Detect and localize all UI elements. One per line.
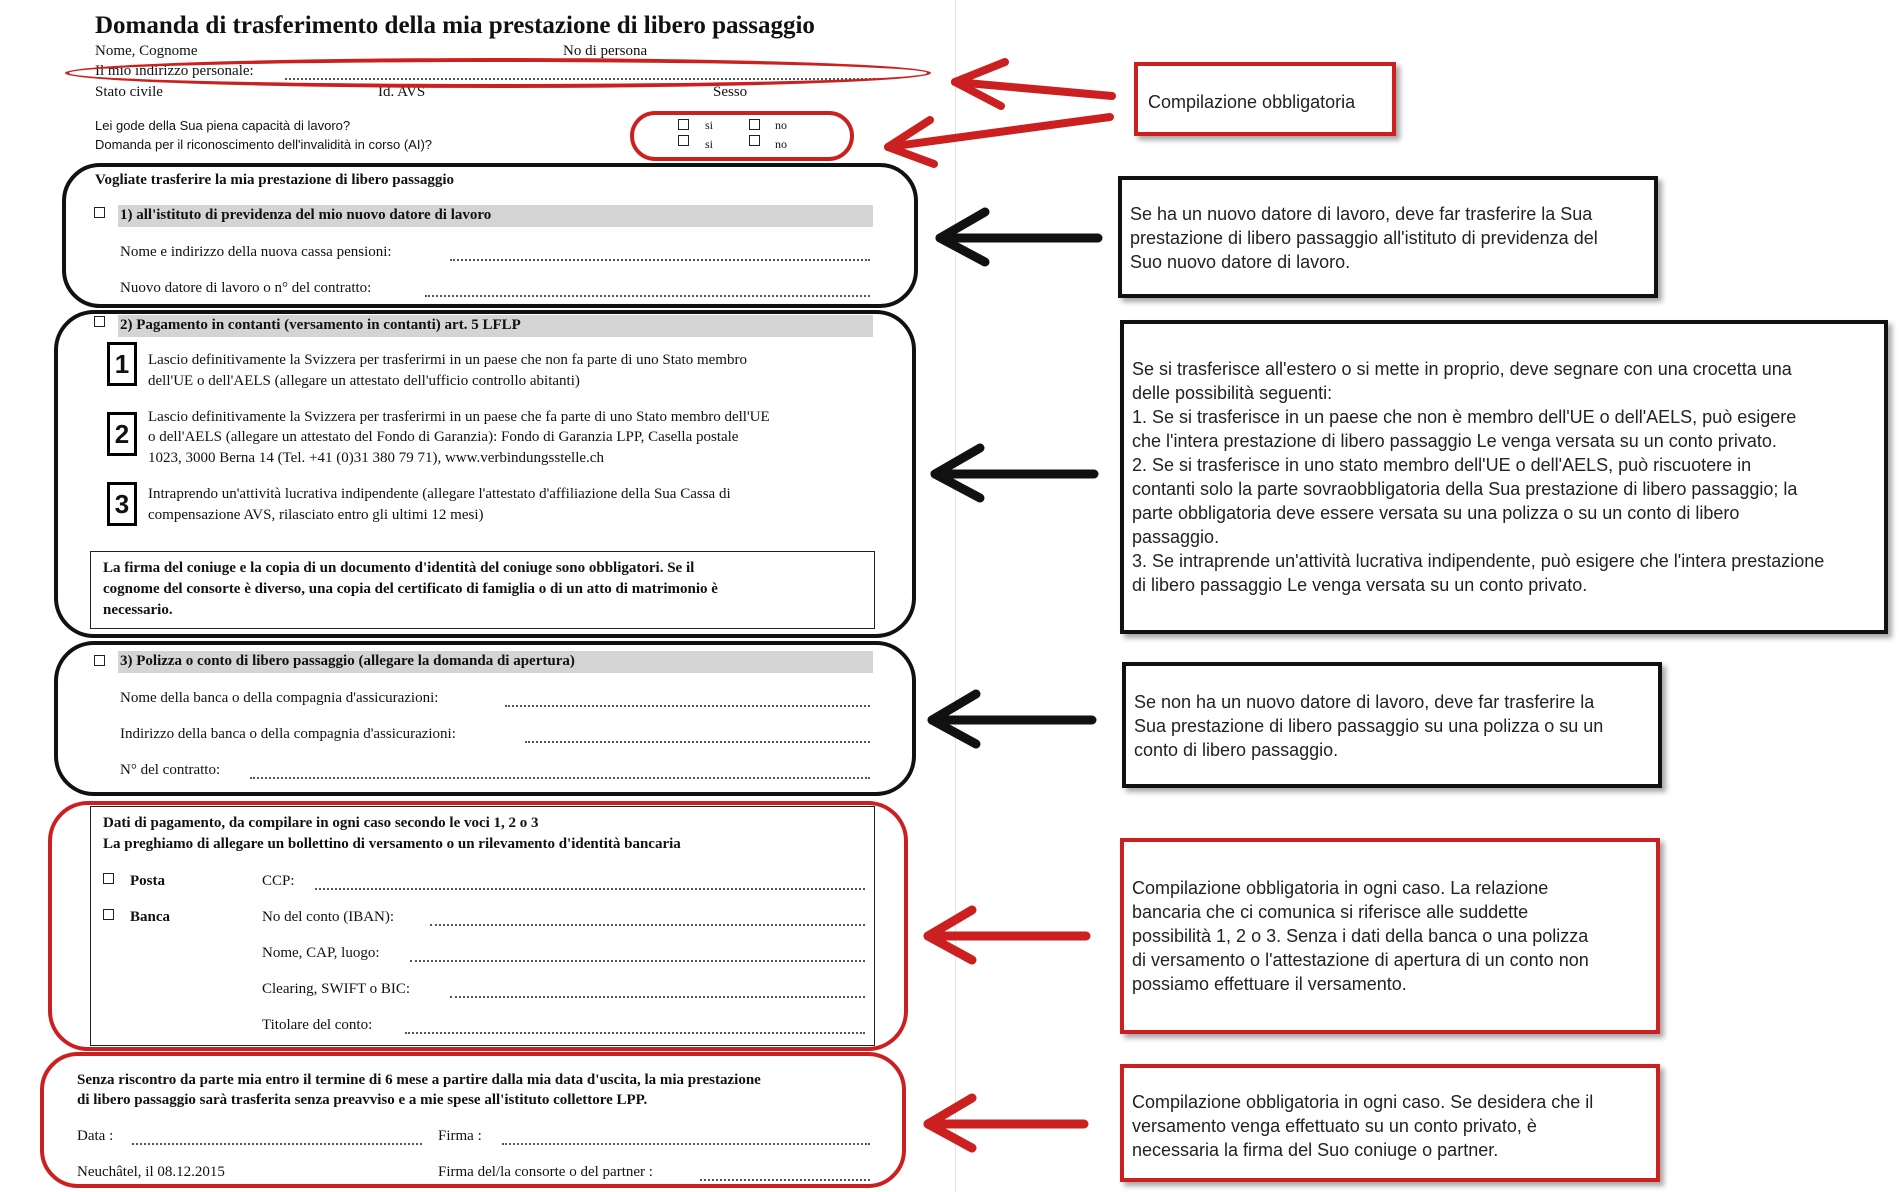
option2-label: 2) Pagamento in contanti (versamento in contanti) art. 5 LFLP	[120, 317, 521, 333]
number-badge-1: 1	[107, 342, 137, 386]
label-nome-cognome: Nome, Cognome	[95, 43, 198, 59]
spouse-note-line3: necessario.	[103, 602, 173, 618]
label-indirizzo-banca: Indirizzo della banca o della compagnia d'assicurazioni:	[120, 726, 456, 742]
footer-line1: Senza riscontro da parte mia entro il termine di 6 mese a partire dalla mia data d'uscita, la mia prestazione	[77, 1072, 761, 1088]
label-nuovo-datore: Nuovo datore di lavoro o n° del contratto:	[120, 280, 372, 296]
note-nuovo-datore	[1118, 176, 1658, 298]
label-si-1: si	[705, 118, 714, 132]
label-contratto: N° del contratto:	[120, 762, 221, 778]
label-clearing: Clearing, SWIFT o BIC:	[262, 981, 411, 997]
note3-line: delle possibilità seguenti:	[1132, 383, 1333, 403]
note2-line: prestazione di libero passaggio all'istituto di previdenza del	[1130, 228, 1598, 248]
note3-line: Se si trasferisce all'estero o si mette in proprio, deve segnare con una crocetta una	[1132, 359, 1792, 379]
note5-line: possibilità 1, 2 o 3. Senza i dati della banca o una polizza	[1132, 926, 1589, 946]
note6-line: necessaria la firma del Suo coniuge o partner.	[1132, 1140, 1499, 1160]
label-nuova-cassa: Nome e indirizzo della nuova cassa pensioni:	[120, 244, 392, 260]
arrow-left-icon	[955, 62, 1112, 106]
item2-line1: Lascio definitivamente la Svizzera per trasferirmi in un paese che fa parte di uno Stato membro dell'UE	[148, 409, 770, 425]
label-id-avs: Id. AVS	[378, 84, 426, 100]
note6-line: Compilazione obbligatoria in ogni caso. Se desidera che il	[1132, 1092, 1594, 1112]
note-firma-coniuge	[1120, 1064, 1660, 1182]
spouse-note-line1: La firma del coniuge e la copia di un documento d'identità del coniuge sono obbligatori. Se il	[103, 560, 695, 576]
item2-line3: 1023, 3000 Berna 14 (Tel. +41 (0)31 380 79 71), www.verbindungsstelle.ch	[148, 450, 604, 466]
section1-heading: Vogliate trasferire la mia prestazione di libero passaggio	[95, 172, 454, 188]
item3-line2: compensazione AVS, rilasciato entro gli ultimi 12 mesi)	[148, 507, 484, 523]
note1-text: Compilazione obbligatoria	[1148, 92, 1356, 112]
label-firma: Firma :	[438, 1128, 482, 1144]
arrow-left-icon	[932, 694, 1092, 744]
note5-line: Compilazione obbligatoria in ogni caso. La relazione	[1132, 878, 1549, 898]
footer-line2: di libero passaggio sarà trasferita senza preavviso e a mie spese all'istituto collettore LPP.	[77, 1092, 648, 1108]
note2-line: Suo nuovo datore di lavoro.	[1130, 252, 1351, 272]
note4-line: conto di libero passaggio.	[1134, 740, 1339, 760]
question-invalidita: Domanda per il riconoscimento dell'invalidità in corso (AI)?	[95, 137, 433, 152]
label-data: Data :	[77, 1128, 114, 1144]
item3-line1: Intraprendo un'attività lucrativa indipendente (allegare l'attestato d'affiliazione della Sua Cassa di	[148, 486, 731, 502]
note3-line: passaggio.	[1132, 527, 1220, 547]
label-stato-civile: Stato civile	[95, 84, 163, 100]
note3-line: contanti solo la parte sovraobbligatoria della Sua prestazione di libero passaggio; la	[1132, 479, 1798, 499]
note3-line: che l'intera prestazione di libero passaggio Le venga versata su un conto privato.	[1132, 431, 1777, 451]
label-no-1: no	[775, 118, 787, 132]
note3-line: parte obbligatoria deve essere versata su una polizza o su un conto di libero	[1132, 503, 1740, 523]
question-capacita: Lei gode della Sua piena capacità di lavoro?	[95, 118, 351, 133]
label-no-2: no	[775, 137, 787, 151]
arrow-left-icon	[928, 1098, 1084, 1148]
option1-label: 1) all'istituto di previdenza del mio nuovo datore di lavoro	[120, 207, 492, 223]
note3-line: 1. Se si trasferisce in un paese che non è membro dell'UE o dell'AELS, può esigere	[1132, 407, 1797, 427]
note4-line: Se non ha un nuovo datore di lavoro, deve far trasferire la	[1134, 692, 1595, 712]
option3-label: 3) Polizza o conto di libero passaggio (allegare la domanda di apertura)	[120, 653, 575, 669]
label-iban: No del conto (IBAN):	[262, 909, 395, 925]
form-title: Domanda di trasferimento della mia prestazione di libero passaggio	[95, 12, 815, 39]
note-pagamento-contanti	[1120, 320, 1888, 634]
note-compilazione-obbligatoria	[1134, 62, 1396, 136]
note-dati-pagamento	[1120, 838, 1660, 1034]
item2-line2: o dell'AELS (allegare un attestato del Fondo di Garanzia): Fondo di Garanzia LPP, Casella postale	[148, 429, 739, 445]
note5-line: di versamento o l'attestazione di apertura di un conto non	[1132, 950, 1589, 970]
label-si-2: si	[705, 137, 714, 151]
arrow-left-icon	[888, 117, 1110, 164]
label-titolare: Titolare del conto:	[262, 1017, 373, 1033]
label-posta: Posta	[130, 873, 165, 889]
place-date: Neuchâtel, il 08.12.2015	[77, 1164, 225, 1180]
spouse-note-line2: cognome del consorte è diverso, una copia del certificato di famiglia o di un atto di matrimonio è	[103, 581, 718, 597]
arrow-left-icon	[940, 212, 1098, 262]
item1-line2: dell'UE o dell'AELS (allegare un attestato dell'ufficio controllo abitanti)	[148, 373, 580, 389]
note3-line: 3. Se intraprende un'attività lucrativa indipendente, può esigere che l'intera prestazione	[1132, 551, 1825, 571]
label-sesso: Sesso	[713, 84, 748, 100]
payment-heading1: Dati di pagamento, da compilare in ogni caso secondo le voci 1, 2 o 3	[103, 815, 539, 831]
label-nome-cap: Nome, CAP, luogo:	[262, 945, 380, 961]
number-badge-3: 3	[107, 482, 137, 526]
label-banca: Banca	[130, 909, 171, 925]
note5-line: bancaria che ci comunica si riferisce alle suddette	[1132, 902, 1529, 922]
note5-line: possiamo effettuare il versamento.	[1132, 974, 1407, 994]
note3-line: 2. Se si trasferisce in uno stato membro dell'UE o dell'AELS, può riscuotere in	[1132, 455, 1752, 475]
label-nome-banca: Nome della banca o della compagnia d'assicurazioni:	[120, 690, 439, 706]
note-polizza	[1122, 662, 1662, 788]
label-firma-consorte: Firma del/la consorte o del partner :	[438, 1164, 653, 1180]
arrow-left-icon	[935, 448, 1094, 498]
label-ccp: CCP:	[262, 873, 295, 889]
label-indirizzo: Il mio indirizzo personale:	[95, 63, 254, 79]
label-no-persona: No di persona	[563, 43, 648, 59]
number-badge-2: 2	[107, 412, 137, 456]
note4-line: Sua prestazione di libero passaggio su una polizza o su un	[1134, 716, 1604, 736]
payment-heading2: La preghiamo di allegare un bollettino di versamento o un rilevamento d'identità bancaria	[103, 836, 681, 852]
item1-line1: Lascio definitivamente la Svizzera per trasferirmi in un paese che non fa parte di uno Stato membro	[148, 352, 747, 368]
note6-line: versamento venga effettuato su un conto privato, è	[1132, 1116, 1537, 1136]
note2-line: Se ha un nuovo datore di lavoro, deve far trasferire la Sua	[1130, 204, 1593, 224]
note3-line: di libero passaggio Le venga versata su un conto privato.	[1132, 575, 1588, 595]
arrow-left-icon	[928, 910, 1086, 960]
